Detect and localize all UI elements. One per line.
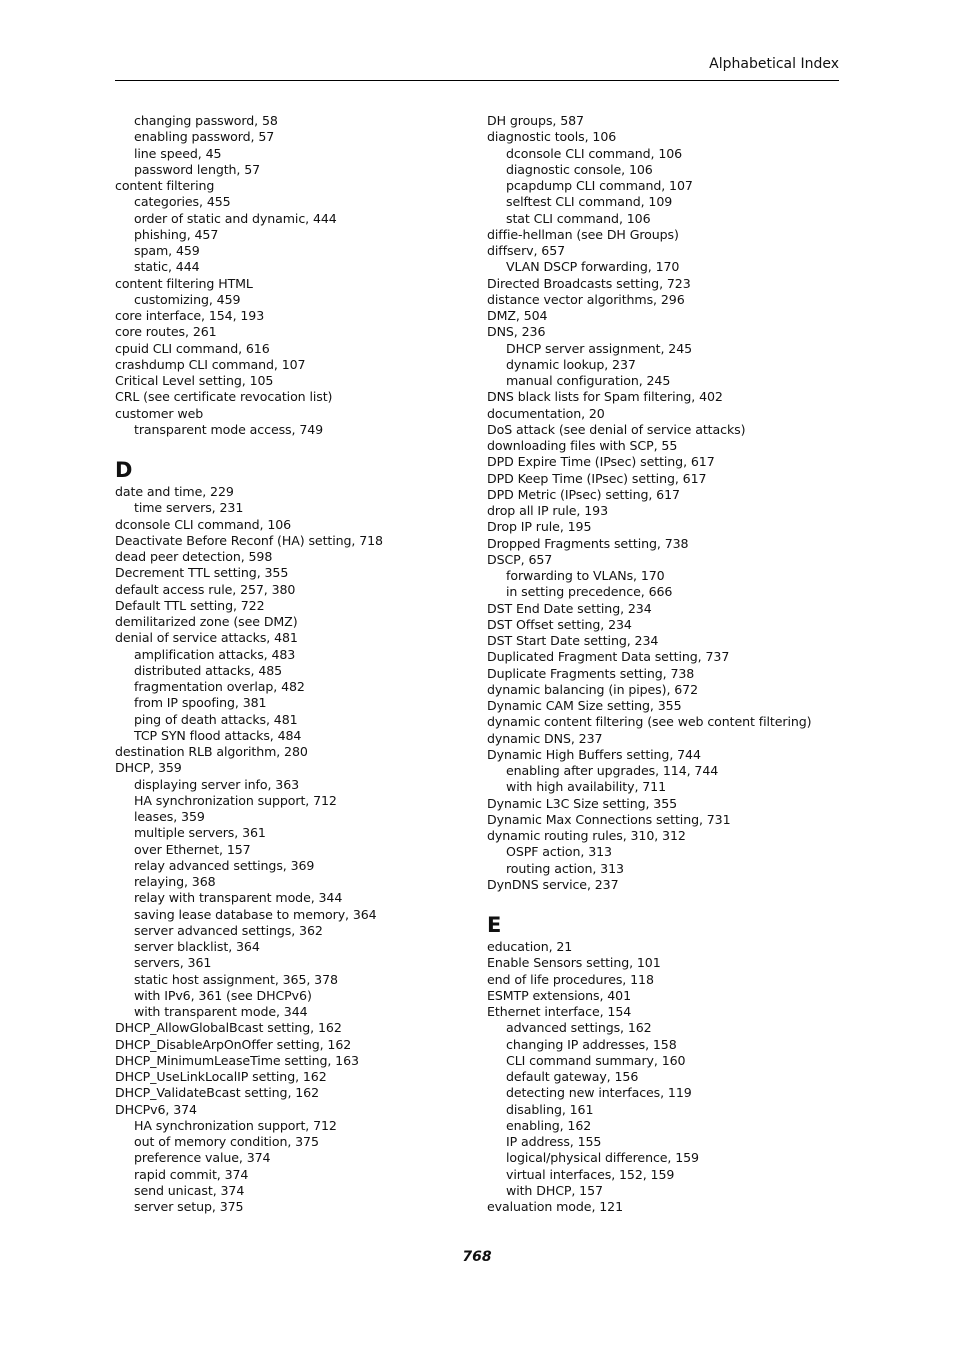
index-entry: diffie-hellman (see DH Groups) bbox=[487, 226, 679, 242]
index-entry: diffserv, 657 bbox=[487, 243, 566, 258]
index-subentry: server blacklist, 364 bbox=[134, 939, 260, 954]
index-subentry: enabling, 162 bbox=[506, 1117, 592, 1133]
index-entry: Dynamic High Buffers setting, 744 bbox=[487, 746, 701, 762]
index-subentry: dynamic lookup, 237 bbox=[506, 356, 636, 372]
index-subentry: with high availability, 711 bbox=[506, 779, 667, 795]
index-entry: dynamic balancing (in pipes), 672 bbox=[487, 681, 699, 697]
index-subentry: from IP spoofing, 381 bbox=[134, 695, 267, 711]
index-entry: downloading files with SCP, 55 bbox=[487, 438, 678, 453]
index-entry: Dynamic CAM Size setting, 355 bbox=[487, 698, 682, 713]
index-entry: documentation, 20 bbox=[487, 405, 605, 421]
index-subentry: time servers, 231 bbox=[134, 500, 244, 516]
index-subentry: HA synchronization support, 712 bbox=[134, 792, 337, 808]
index-entry: DPD Expire Time (IPsec) setting, 617 bbox=[487, 454, 715, 470]
index-subentry: amplification attacks, 483 bbox=[134, 646, 296, 662]
index-entry: DST Offset setting, 234 bbox=[487, 616, 632, 632]
index-subentry: TCP SYN flood attacks, 484 bbox=[134, 727, 302, 743]
index-subentry: with DHCP, 157 bbox=[506, 1182, 603, 1198]
index-column-right bbox=[487, 113, 839, 1215]
index-subentry: line speed, 45 bbox=[134, 145, 222, 161]
index-subentry: advanced settings, 162 bbox=[506, 1020, 652, 1036]
index-entry: customer web bbox=[115, 405, 204, 421]
index-entry: dconsole CLI command, 106 bbox=[115, 516, 292, 532]
index-entry: Drop IP rule, 195 bbox=[487, 519, 592, 535]
index-entry: Directed Broadcasts setting, 723 bbox=[487, 275, 691, 291]
index-subentry: enabling after upgrades, 114, 744 bbox=[506, 763, 719, 778]
index-column-left bbox=[115, 113, 475, 1215]
index-entry: DH groups, 587 bbox=[487, 113, 584, 128]
index-subentry: manual configuration, 245 bbox=[506, 373, 671, 388]
index-entry: DHCP_DisableArpOnOffer setting, 162 bbox=[115, 1036, 352, 1052]
index-entry: Enable Sensors setting, 101 bbox=[487, 955, 661, 971]
index-subentry: preference value, 374 bbox=[134, 1150, 271, 1166]
index-subentry: fragmentation overlap, 482 bbox=[134, 679, 305, 694]
index-entry: Default TTL setting, 722 bbox=[115, 597, 265, 613]
index-subentry: disabling, 161 bbox=[506, 1101, 594, 1117]
running-header-title: Alphabetical Index bbox=[709, 56, 839, 72]
index-entry: Dynamic L3C Size setting, 355 bbox=[487, 795, 678, 811]
index-entry: Ethernet interface, 154 bbox=[487, 1004, 632, 1019]
index-subentry: pcapdump CLI command, 107 bbox=[506, 178, 693, 193]
index-entry: DMZ, 504 bbox=[487, 308, 548, 323]
page-header bbox=[115, 54, 839, 81]
index-subentry: with transparent mode, 344 bbox=[134, 1004, 308, 1019]
index-entry: Decrement TTL setting, 355 bbox=[115, 565, 289, 581]
index-entry: Deactivate Before Reconf (HA) setting, 718 bbox=[115, 532, 383, 548]
index-subentry: dconsole CLI command, 106 bbox=[506, 145, 683, 161]
index-subentry: IP address, 155 bbox=[506, 1134, 602, 1149]
index-subentry: multiple servers, 361 bbox=[134, 825, 266, 841]
index-subentry: categories, 455 bbox=[134, 194, 231, 210]
index-entry: Critical Level setting, 105 bbox=[115, 373, 274, 388]
index-entry: DHCP, 359 bbox=[115, 760, 182, 776]
index-subentry: DHCP server assignment, 245 bbox=[506, 340, 693, 356]
index-subentry: with IPv6, 361 (see DHCPv6) bbox=[134, 987, 312, 1003]
index-subentry: static, 444 bbox=[134, 259, 200, 275]
index-entry: dynamic content filtering (see web content filtering) bbox=[487, 714, 812, 730]
index-entry: distance vector algorithms, 296 bbox=[487, 291, 685, 307]
index-subentry: over Ethernet, 157 bbox=[134, 841, 251, 857]
index-entry: DST Start Date setting, 234 bbox=[487, 633, 659, 648]
index-entry: dynamic DNS, 237 bbox=[487, 730, 603, 746]
index-entry: content filtering HTML bbox=[115, 275, 253, 291]
index-subentry: saving lease database to memory, 364 bbox=[134, 906, 377, 922]
index-subentry: leases, 359 bbox=[134, 809, 205, 824]
index-entry: Dynamic Max Connections setting, 731 bbox=[487, 811, 731, 827]
index-entry: CRL (see certificate revocation list) bbox=[115, 389, 333, 405]
index-subentry: relay with transparent mode, 344 bbox=[134, 890, 343, 906]
index-subentry: enabling password, 57 bbox=[134, 129, 275, 145]
index-entry: core routes, 261 bbox=[115, 324, 217, 340]
index-subentry: transparent mode access, 749 bbox=[134, 421, 324, 437]
page-number: 768 bbox=[462, 1249, 492, 1265]
section-letter: D bbox=[115, 458, 133, 482]
index-subentry: selftest CLI command, 109 bbox=[506, 194, 673, 210]
index-subentry: changing IP addresses, 158 bbox=[506, 1036, 677, 1052]
index-subentry: out of memory condition, 375 bbox=[134, 1134, 319, 1149]
index-subentry: password length, 57 bbox=[134, 161, 261, 177]
index-entry: DSCP, 657 bbox=[487, 551, 553, 567]
index-entry: Dropped Fragments setting, 738 bbox=[487, 535, 689, 551]
index-entry: diagnostic tools, 106 bbox=[487, 129, 617, 145]
section-letter: E bbox=[487, 913, 502, 937]
index-entry: evaluation mode, 121 bbox=[487, 1199, 624, 1214]
index-entry: end of life procedures, 118 bbox=[487, 971, 654, 987]
index-entry: dead peer detection, 598 bbox=[115, 549, 273, 564]
index-entry: DHCP_ValidateBcast setting, 162 bbox=[115, 1085, 319, 1101]
index-subentry: phishing, 457 bbox=[134, 226, 219, 242]
index-entry: DHCP_MinimumLeaseTime setting, 163 bbox=[115, 1052, 359, 1068]
index-subentry: send unicast, 374 bbox=[134, 1182, 245, 1198]
index-subentry: customizing, 459 bbox=[134, 291, 241, 307]
index-entry: cpuid CLI command, 616 bbox=[115, 340, 270, 356]
index-entry: date and time, 229 bbox=[115, 484, 234, 499]
index-entry: default access rule, 257, 380 bbox=[115, 581, 296, 597]
index-subentry: virtual interfaces, 152, 159 bbox=[506, 1166, 675, 1182]
index-subentry: static host assignment, 365, 378 bbox=[134, 971, 338, 987]
index-subentry: logical/physical difference, 159 bbox=[506, 1150, 699, 1166]
index-entry: drop all IP rule, 193 bbox=[487, 503, 608, 518]
index-subentry: HA synchronization support, 712 bbox=[134, 1117, 337, 1133]
index-entry: ESMTP extensions, 401 bbox=[487, 987, 632, 1003]
index-entry: content filtering bbox=[115, 178, 215, 193]
index-entry: DoS attack (see denial of service attacks) bbox=[487, 421, 746, 437]
index-subentry: order of static and dynamic, 444 bbox=[134, 210, 337, 226]
index-subentry: relay advanced settings, 369 bbox=[134, 857, 315, 873]
index-subentry: distributed attacks, 485 bbox=[134, 662, 283, 678]
index-entry: DNS, 236 bbox=[487, 324, 546, 340]
index-subentry: spam, 459 bbox=[134, 243, 200, 258]
index-entry: core interface, 154, 193 bbox=[115, 308, 265, 323]
index-entry: dynamic routing rules, 310, 312 bbox=[487, 828, 686, 843]
index-subentry: default gateway, 156 bbox=[506, 1069, 639, 1084]
index-subentry: in setting precedence, 666 bbox=[506, 584, 673, 600]
index-entry: demilitarized zone (see DMZ) bbox=[115, 614, 298, 629]
index-subentry: OSPF action, 313 bbox=[506, 844, 612, 860]
index-subentry: rapid commit, 374 bbox=[134, 1166, 249, 1182]
index-subentry: stat CLI command, 106 bbox=[506, 210, 651, 226]
index-entry: DHCP_UseLinkLocalIP setting, 162 bbox=[115, 1069, 327, 1084]
index-entry: Duplicated Fragment Data setting, 737 bbox=[487, 649, 730, 665]
index-entry: DST End Date setting, 234 bbox=[487, 600, 652, 616]
index-subentry: server setup, 375 bbox=[134, 1199, 244, 1214]
index-subentry: ping of death attacks, 481 bbox=[134, 711, 298, 727]
index-entry: DHCPv6, 374 bbox=[115, 1101, 197, 1117]
index-entry: Duplicate Fragments setting, 738 bbox=[487, 665, 695, 681]
index-entry: DPD Keep Time (IPsec) setting, 617 bbox=[487, 470, 707, 486]
index-subentry: routing action, 313 bbox=[506, 860, 624, 876]
index-entry: destination RLB algorithm, 280 bbox=[115, 744, 308, 759]
index-subentry: server advanced settings, 362 bbox=[134, 922, 323, 938]
index-subentry: diagnostic console, 106 bbox=[506, 161, 653, 177]
index-entry: education, 21 bbox=[487, 939, 573, 954]
index-entry: DynDNS service, 237 bbox=[487, 876, 619, 892]
index-subentry: CLI command summary, 160 bbox=[506, 1052, 686, 1068]
index-subentry: relaying, 368 bbox=[134, 874, 216, 889]
index-subentry: servers, 361 bbox=[134, 955, 212, 971]
index-subentry: detecting new interfaces, 119 bbox=[506, 1085, 692, 1101]
index-subentry: changing password, 58 bbox=[134, 113, 278, 128]
index-entry: DNS black lists for Spam filtering, 402 bbox=[487, 389, 723, 405]
index-entry: DHCP_AllowGlobalBcast setting, 162 bbox=[115, 1020, 342, 1036]
index-subentry: VLAN DSCP forwarding, 170 bbox=[506, 259, 680, 275]
index-entry: crashdump CLI command, 107 bbox=[115, 356, 306, 372]
index-subentry: forwarding to VLANs, 170 bbox=[506, 568, 665, 583]
index-entry: denial of service attacks, 481 bbox=[115, 630, 298, 646]
index-subentry: displaying server info, 363 bbox=[134, 776, 300, 792]
index-entry: DPD Metric (IPsec) setting, 617 bbox=[487, 486, 680, 502]
